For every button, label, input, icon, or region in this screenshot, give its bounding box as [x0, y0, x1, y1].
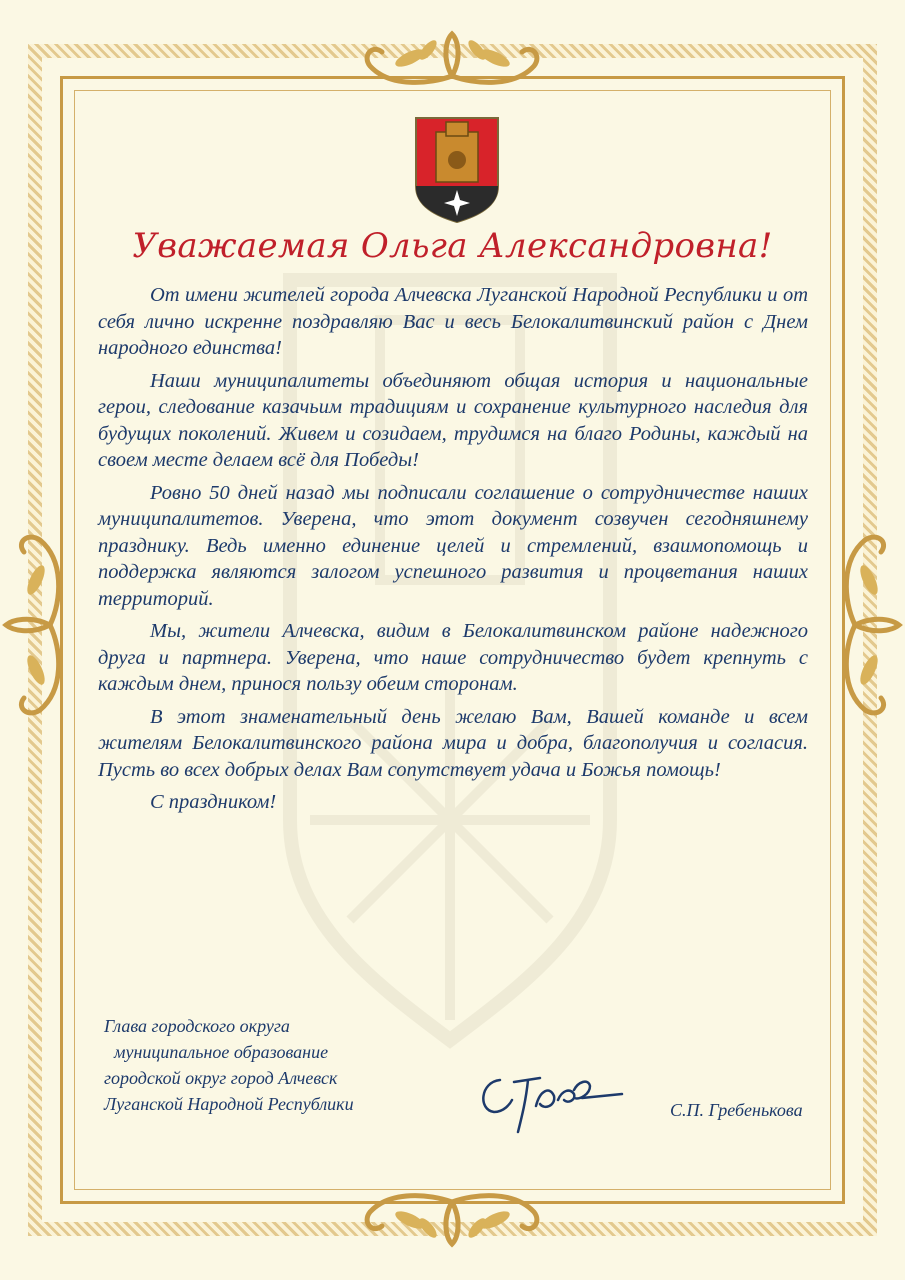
position-line: Глава городского округа	[104, 1016, 290, 1036]
left-flourish-icon	[0, 520, 80, 730]
top-flourish-icon	[350, 28, 555, 98]
paragraph: Мы, жители Алчевска, видим в Белокалитвинском районе надежного друга и партнера. Уверена, что наше сотрудничество будет крепнуть с каждым днем, принося пользу обеим сторонам.	[98, 620, 808, 695]
paragraph: От имени жителей города Алчевска Луганской Народной Республики и от себя лично искренне поздравляю Вас и весь Белокалитвинский район с Днем народного единства!	[98, 284, 808, 359]
signer-position	[104, 1013, 424, 1117]
paragraph: Наши муниципалитеты объединяют общая история и национальные герои, следование казачьим традициям и сохранение культурного наследия для будущих поколений. Живем и созидаем, трудимся на благо Родины, каждый на своем месте делаем всё для Победы!	[98, 369, 808, 471]
position-line: муниципальное образование	[114, 1042, 329, 1062]
greeting-title: Уважаемая Ольга Александровна!	[132, 226, 773, 266]
right-flourish-icon	[825, 520, 905, 730]
coat-of-arms-icon	[414, 116, 500, 224]
letter-body	[98, 282, 808, 822]
signer-name: С.П. Гребенькова	[670, 1100, 803, 1120]
position-line: городской округ город Алчевск	[104, 1068, 338, 1088]
handwritten-signature	[470, 1060, 630, 1140]
paragraph: В этот знаменательный день желаю Вам, Вашей команде и всем жителям Белокалитвинского района мира и добра, благополучия и согласия. Пусть во всех добрых делах Вам сопутствует удача и Божья помощь!	[98, 705, 808, 781]
closing-line: С праздником!	[150, 791, 277, 813]
paragraph: Ровно 50 дней назад мы подписали соглашение о сотрудничестве наших муниципалитетов. Уверена, что этот документ созвучен сегодняшнему празднику. Ведь именно единение целей и стремлений, взаимопомощь и поддержка являются залогом успешного развития и процветания наших территорий.	[98, 481, 808, 610]
position-line: Луганской Народной Республики	[104, 1094, 354, 1114]
bottom-flourish-icon	[350, 1180, 555, 1250]
